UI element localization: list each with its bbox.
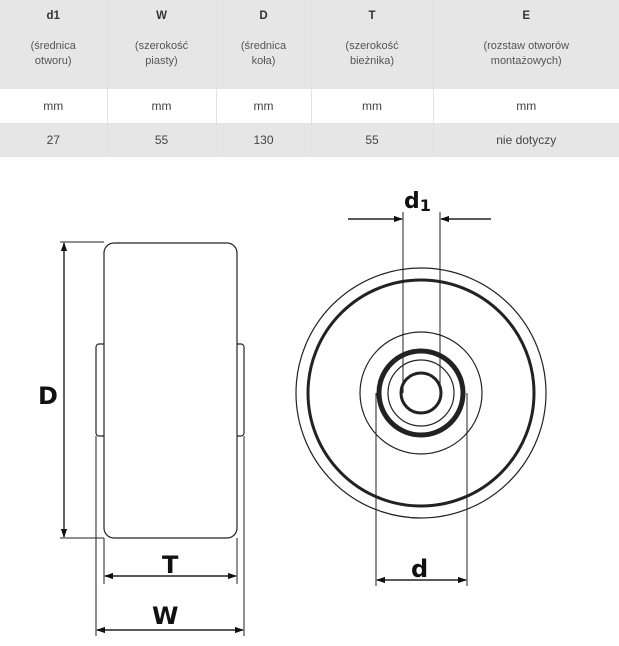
header-key: T: [368, 10, 376, 22]
value-cell: 27: [0, 123, 107, 157]
tread-outline: [104, 243, 237, 538]
bearing-ring: [379, 351, 463, 435]
header-desc-line1: (średnica: [240, 40, 287, 52]
wheel-front-view: [296, 268, 546, 518]
header-desc-line2: koła): [251, 55, 276, 67]
header-cell-t: [311, 0, 433, 89]
label-d1-main: d: [404, 189, 420, 214]
unit-cell: mm: [216, 89, 311, 123]
unit-cell: mm: [107, 89, 216, 123]
spec-table: [0, 0, 619, 157]
unit-cell: mm: [0, 89, 107, 123]
header-desc-line2: piasty): [145, 55, 178, 67]
header-desc-line2: montażowych): [490, 55, 562, 67]
label-W: W: [152, 602, 179, 630]
dimension-d1: [348, 212, 491, 393]
value-cell: nie dotyczy: [496, 133, 557, 147]
label-D: D: [38, 382, 58, 410]
header-cell-e: [433, 0, 619, 89]
values-row: [0, 123, 619, 157]
label-d: d: [411, 555, 429, 583]
header-cell-w: [107, 0, 216, 89]
wheel-side-view: [96, 243, 244, 538]
unit-cell: mm: [516, 99, 537, 113]
bearing-inner-ring: [388, 360, 454, 426]
header-desc-line1: (rozstaw otworów: [483, 40, 570, 52]
header-key: d1: [46, 10, 60, 22]
header-key: E: [522, 10, 531, 22]
header-desc-line2: bieżnika): [349, 55, 395, 67]
bore-circle: [401, 373, 441, 413]
header-desc-line1: (szerokość: [345, 40, 399, 52]
label-d1-subscript: 1: [419, 196, 431, 215]
dimension-D: [60, 242, 104, 538]
header-desc-line2: otworu): [34, 55, 72, 67]
header-cell-d: [216, 0, 311, 89]
outer-rim: [296, 268, 546, 518]
wheel-technical-drawing: [0, 160, 619, 646]
header-key: D: [259, 10, 268, 22]
value-cell: 130: [216, 123, 311, 157]
header-desc-line1: (średnica: [30, 40, 76, 52]
value-cell: 55: [107, 123, 216, 157]
unit-cell: mm: [311, 89, 433, 123]
label-T: T: [162, 551, 179, 579]
header-row: [0, 0, 619, 89]
value-cell: 55: [311, 123, 433, 157]
tread-circle: [308, 280, 534, 506]
header-cell-d1: [0, 0, 107, 89]
label-d1: [404, 189, 431, 215]
units-row: [0, 89, 619, 123]
header-key: W: [156, 10, 167, 22]
header-desc-line1: (szerokość: [134, 40, 189, 52]
